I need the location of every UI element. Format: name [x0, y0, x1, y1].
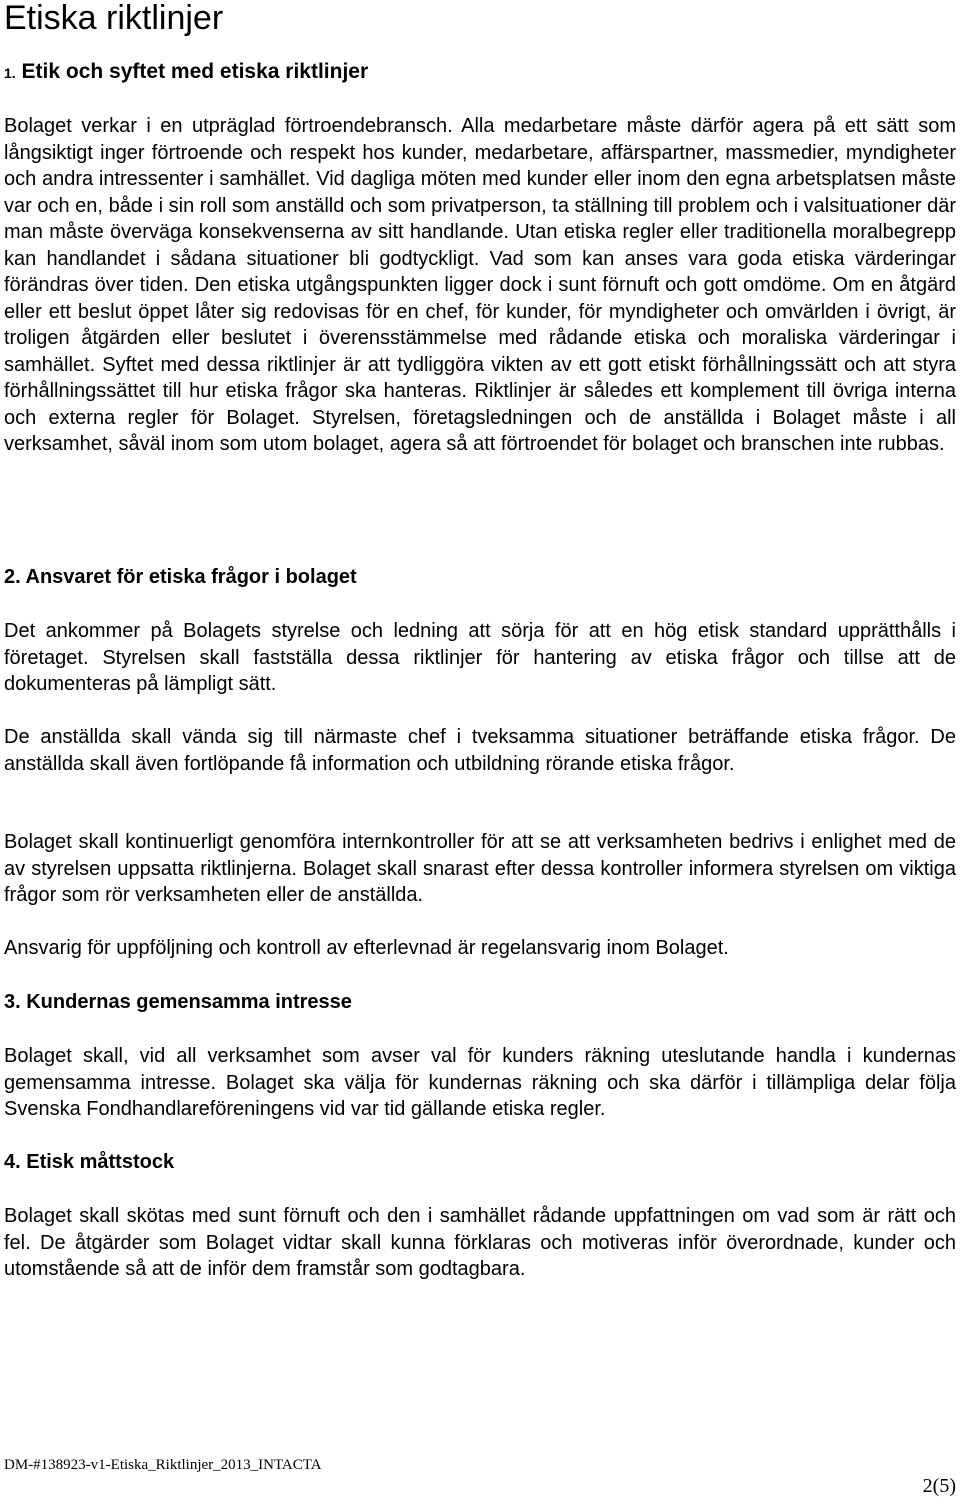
section-2-heading-block — [4, 564, 956, 590]
footer-document-id: DM-#138923-v1-Etiska_Riktlinjer_2013_INTACTA — [4, 1457, 322, 1473]
section-3-body — [4, 1043, 956, 1123]
section-2-paragraph-1: Det ankommer på Bolagets styrelse och ledning att sörja för att en hög etisk standard upprätthålls i företaget. Styrelsen skall fastställa dessa riktlinjer för hantering av etiska frågor och tillse att de dokumenteras på lämpligt sätt. — [4, 620, 956, 695]
section-2-heading: 2. Ansvaret för etiska frågor i bolaget — [4, 566, 357, 588]
section-2-body-2 — [4, 724, 956, 777]
section-1-heading-text: Etik och syftet med etiska riktlinjer — [21, 60, 369, 83]
section-3-paragraph: Bolaget skall, vid all verksamhet som avser val för kunders räkning uteslutande handla i kundernas gemensamma intresse. Bolaget ska välja för kundernas räkning och ska därför i tillämpliga delar följa Svenska Fondhandlareföreningens vid var tid gällande etiska regler. — [4, 1045, 956, 1120]
section-3-heading-block — [4, 989, 956, 1015]
section-2-body-1 — [4, 618, 956, 698]
section-4-heading: 4. Etisk måttstock — [4, 1151, 175, 1173]
section-2-paragraph-2: De anställda skall vända sig till närmaste chef i tveksamma situationer beträffande etiska frågor. De anställda skall även fortlöpande få information och utbildning rörande etiska frågor. — [4, 726, 956, 775]
section-4-body — [4, 1203, 956, 1283]
section-3-heading: 3. Kundernas gemensamma intresse — [4, 991, 352, 1013]
section-2-paragraph-4: Ansvarig för uppföljning och kontroll av efterlevnad är regelansvarig inom Bolaget. — [4, 937, 729, 959]
section-2-body-4 — [4, 935, 956, 962]
section-4-heading-block — [4, 1149, 956, 1175]
footer-page-number: 2(5) — [922, 1475, 956, 1497]
section-2-body-3 — [4, 829, 956, 909]
section-4-paragraph: Bolaget skall skötas med sunt förnuft och den i samhället rådande uppfattningen om vad som är rätt och fel. De åtgärder som Bolaget vidtar skall kunna förklaras och motiveras inför överordnade, kunder och utomstående så att de inför dem framstår som godtagbara. — [4, 1205, 956, 1280]
section-1-heading — [4, 58, 368, 87]
page-title: Etiska riktlinjer — [4, 0, 224, 37]
section-1-number: 1. — [4, 65, 16, 81]
section-1-paragraph: Bolaget verkar i en utpräglad förtroendebransch. Alla medarbetare måste därför agera på ett sätt som långsiktigt inger förtroende och respekt hos kunder, medarbetare, affärspartner, massmedier, myndigheter och andra intressenter i samhället. Vid dagliga möten med kunder eller inom den egna arbetsplatsen måste var och en, både i sin roll som anställd och som privatperson, ta ställning till problem och i valsituationer där man måste överväga konsekvenserna av sitt handlande. Utan etiska regler eller traditionella moralbegrepp kan handlandet i sådana situationer bli godtyckligt. Vad som kan anses vara goda etiska värderingar förändras över tiden. Den etiska utgångspunkten ligger dock i sunt förnuft och gott omdöme. Om en åtgärd eller ett beslut öppet låter sig redovisas för en chef, för kunder, för myndigheter och omvärlden i övrigt, är troligen åtgärden eller beslutet i överensstämmelse med rådande etiska och moraliska värderingar i samhället. Syftet med dessa riktlinjer är att tydliggöra vikten av ett gott etiskt förhållningssätt och att styra förhållningssättet till hur etiska frågor ska hanteras. Riktlinjer är således ett komplement till övriga interna och externa regler för Bolaget. Styrelsen, företagsledningen och de anställda i Bolaget måste i all verksamhet, såväl inom som utom bolaget, agera så att förtroendet för bolaget och branschen inte rubbas. — [4, 115, 956, 455]
section-2-paragraph-3: Bolaget skall kontinuerligt genomföra internkontroller för att se att verksamheten bedrivs i enlighet med de av styrelsen uppsatta riktlinjerna. Bolaget skall snarast efter dessa kontroller informera styrelsen om viktiga frågor som rör verksamheten eller de anställda. — [4, 831, 956, 906]
section-1-body — [4, 113, 956, 458]
